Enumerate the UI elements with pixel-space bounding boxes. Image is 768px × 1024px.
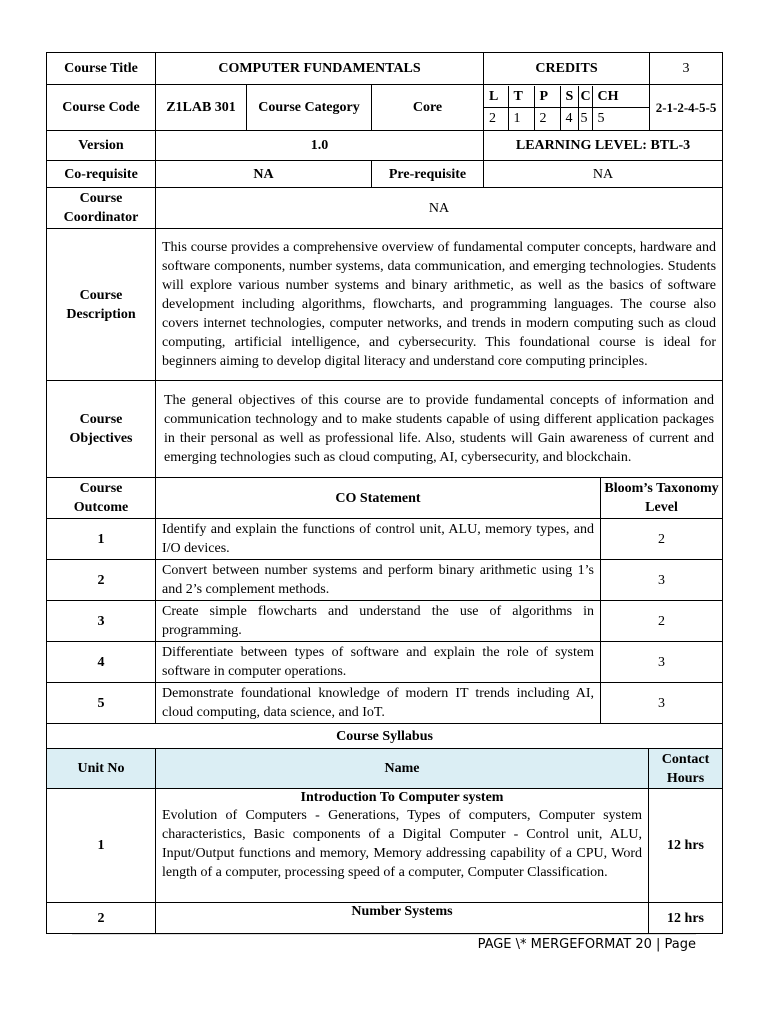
ltp-header-s: S	[560, 86, 578, 108]
ltp-header-ch: CH	[592, 86, 649, 108]
course-info-table	[46, 52, 723, 478]
unit-heading: Introduction To Computer system	[300, 790, 504, 805]
description-text: This course provides a comprehensive overview of fundamental computer concepts, hardware and software components, number systems, data communication, and emerging technologies. Students will explore various number systems and binary arithmetic, as well as the basics of software development including algorithms, flowcharts, and programming languages. The course also covers internet technologies, computer networks, and trends in modern computing such as cloud computing, artificial intelligence, and cybersecurity. This foundational course is ideal for beginners aiming to develop digital literacy and understand core computing principles.	[156, 229, 723, 381]
ltp-header-l: L	[484, 86, 508, 108]
name-col-header: Name	[156, 749, 649, 789]
outcome-number: 3	[47, 601, 156, 642]
table-row	[47, 683, 723, 724]
course-outcomes-table	[46, 477, 723, 724]
outcome-level: 3	[601, 642, 723, 683]
unit-col-header: Unit No	[47, 749, 156, 789]
outcome-level: 3	[601, 560, 723, 601]
ltp-value-c: 5	[578, 108, 592, 130]
outcome-statement: Create simple flowcharts and understand the use of algorithms in programming.	[156, 601, 601, 642]
ltp-value-p: 2	[534, 108, 560, 130]
learning-level: LEARNING LEVEL: BTL-3	[484, 131, 723, 161]
course-syllabus-table	[46, 723, 723, 934]
credits-value: 3	[650, 53, 723, 85]
table-row	[47, 560, 723, 601]
description-label: Course Description	[47, 229, 156, 381]
version-label: Version	[47, 131, 156, 161]
course-title-value: COMPUTER FUNDAMENTALS	[156, 53, 484, 85]
prerequisite-value: NA	[484, 161, 723, 188]
outcome-statement: Identify and explain the functions of control unit, ALU, memory types, and I/O devices.	[156, 519, 601, 560]
outcome-number: 5	[47, 683, 156, 724]
page-footer: PAGE \* MERGEFORMAT 20 | Page	[72, 934, 696, 952]
unit-number: 2	[47, 903, 156, 934]
course-document	[46, 52, 722, 934]
table-row	[47, 519, 723, 560]
table-row	[47, 789, 723, 903]
ltp-header-c: C	[578, 86, 592, 108]
table-row	[47, 903, 723, 934]
outcome-statement: Convert between number systems and perform binary arithmetic using 1’s and 2’s complement methods.	[156, 560, 601, 601]
corequisite-label: Co-requisite	[47, 161, 156, 188]
outcome-level: 2	[601, 519, 723, 560]
table-row	[47, 601, 723, 642]
ltp-value-s: 4	[560, 108, 578, 130]
course-title-label: Course Title	[47, 53, 156, 85]
credits-label: CREDITS	[484, 53, 650, 85]
coordinator-label: Course Coordinator	[47, 188, 156, 229]
outcome-statement: Demonstrate foundational knowledge of modern IT trends including AI, cloud computing, data science, and IoT.	[156, 683, 601, 724]
unit-heading: Number Systems	[351, 904, 453, 919]
course-category-label: Course Category	[247, 85, 372, 131]
outcome-statement: Differentiate between types of software and explain the role of system software in computer operations.	[156, 642, 601, 683]
corequisite-value: NA	[156, 161, 372, 188]
unit-hours: 12 hrs	[649, 789, 723, 903]
unit-number: 1	[47, 789, 156, 903]
ltp-value-ch: 5	[592, 108, 649, 130]
ltp-value-t: 1	[508, 108, 534, 130]
statement-col-header: CO Statement	[156, 478, 601, 519]
objectives-label: Course Objectives	[47, 381, 156, 478]
syllabus-title: Course Syllabus	[47, 724, 723, 749]
course-code-value: Z1LAB 301	[156, 85, 247, 131]
ltp-summary: 2-1-2-4-5-5	[650, 85, 723, 131]
outcome-level: 3	[601, 683, 723, 724]
coordinator-value: NA	[156, 188, 723, 229]
hours-col-header: Contact Hours	[649, 749, 723, 789]
table-row	[47, 642, 723, 683]
ltp-header-p: P	[534, 86, 560, 108]
outcome-number: 2	[47, 560, 156, 601]
ltp-header-t: T	[508, 86, 534, 108]
outcome-number: 1	[47, 519, 156, 560]
unit-body: Evolution of Computers - Generations, Types of computers, Computer system characteristics, Basic components of a Digital Computer - Control unit, ALU, Input/Output functions and memory, Memory addressing capability of a CPU, Word length of a computer, processing speed of a computer, Computer Classification.	[162, 808, 642, 880]
course-category-value: Core	[372, 85, 484, 131]
outcome-number: 4	[47, 642, 156, 683]
outcome-col-header: Course Outcome	[47, 478, 156, 519]
blooms-col-header: Bloom’s Taxonomy Level	[601, 478, 723, 519]
objectives-text: The general objectives of this course are to provide fundamental concepts of information and communication technology and to make students capable of using different application packages in their personal as well as professional life. Also, students will Gain awareness of current and emerging technologies such as cloud computing, AI, cybersecurity, and blockchain.	[156, 381, 723, 478]
course-code-label: Course Code	[47, 85, 156, 131]
ltpscch-grid	[484, 85, 650, 131]
ltp-value-l: 2	[489, 111, 497, 127]
version-value: 1.0	[156, 131, 484, 161]
outcome-level: 2	[601, 601, 723, 642]
unit-hours: 12 hrs	[649, 903, 723, 934]
prerequisite-label: Pre-requisite	[372, 161, 484, 188]
